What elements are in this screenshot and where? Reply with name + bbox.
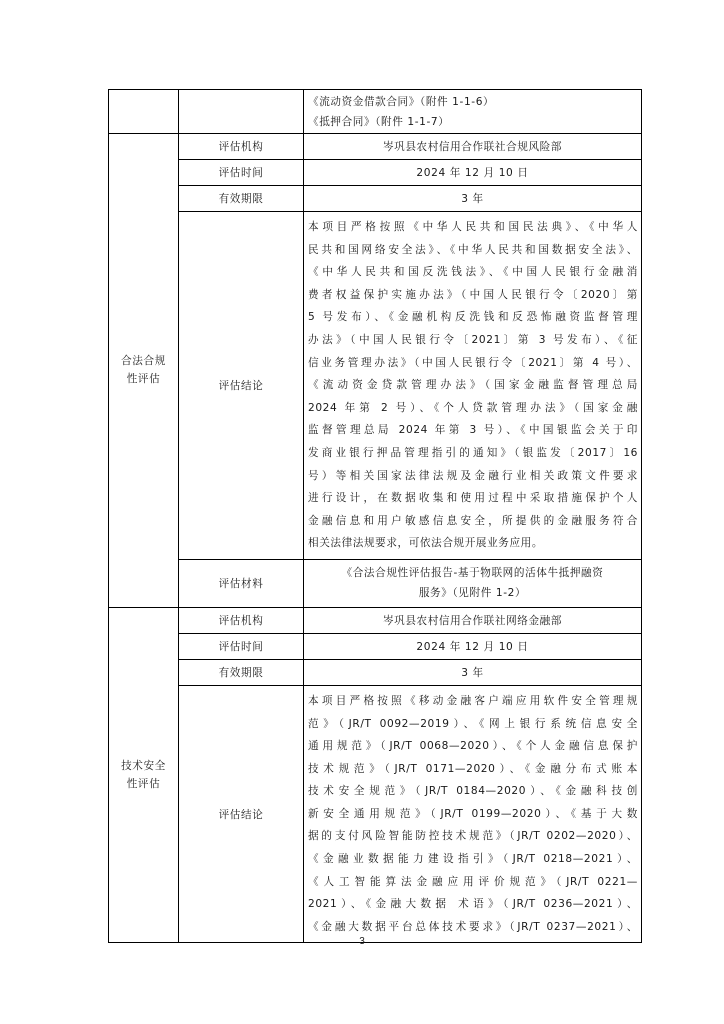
- table-row: [109, 633, 642, 659]
- text-line: 《合法合规性评估报告-基于物联网的活体牛抵押融资: [341, 567, 604, 580]
- empty-cell: [179, 90, 304, 134]
- row-value: 2024 年 12 月 10 日: [304, 633, 642, 659]
- row-value: 岑巩县农村信用合作联社网络金融部: [304, 607, 642, 633]
- table-row: [109, 559, 642, 607]
- row-label: 有效期限: [179, 659, 304, 685]
- text-line: 《流动资金贷款管理办法》（国家金融监督管理总局: [308, 379, 638, 392]
- text-line: 《金融大数据平台总体技术要求》（JR/T 0237—2021）、: [308, 920, 638, 933]
- attachment-line: 《抵押合同》（附件 1-1-7）: [308, 115, 450, 128]
- page-number: 3: [359, 936, 365, 947]
- table-row: [109, 186, 642, 212]
- text-line: 通用规范》（JR/T 0068—2020）、《个人金融信息保护: [308, 740, 638, 753]
- evaluation-table: [108, 89, 642, 943]
- table-row: [109, 90, 642, 134]
- row-label: 有效期限: [179, 186, 304, 212]
- row-label: 评估材料: [179, 559, 304, 607]
- text-line: 发商业银行押品管理指引的通知》（银监发〔2017〕16: [308, 446, 638, 459]
- row-label: 评估时间: [179, 633, 304, 659]
- text-line: 本项目严格按照《移动金融客户端应用软件安全管理规: [308, 694, 638, 707]
- table-row: [109, 685, 642, 943]
- attachment-line: 《流动资金借款合同》（附件 1-1-6）: [308, 95, 495, 108]
- text-line: 技术规范》（JR/T 0171—2020）、《金融分布式账本: [308, 762, 638, 775]
- conclusion-text: [304, 685, 642, 943]
- row-label: 评估结论: [179, 212, 304, 560]
- category-label: 合法合规: [121, 355, 166, 368]
- text-line: 《中华人民共和国反洗钱法》、《中国人民银行金融消: [308, 266, 638, 279]
- row-value: 岑巩县农村信用合作联社合规风险部: [304, 134, 642, 160]
- empty-cell: [109, 90, 179, 134]
- text-line: 《金融业数据能力建设指引》（JR/T 0218—2021）、: [308, 853, 638, 866]
- attachment-list: [304, 90, 642, 134]
- text-line: 2024 年第 2 号）、《个人贷款管理办法》（国家金融: [308, 401, 638, 414]
- material-text: [304, 559, 642, 607]
- category-label: 技术安全: [121, 760, 166, 773]
- row-label: 评估机构: [179, 607, 304, 633]
- row-value: 2024 年 12 月 10 日: [304, 160, 642, 186]
- text-line: 费者权益保护实施办法》（中国人民银行令〔2020〕第: [308, 288, 638, 301]
- text-line: 5 号发布）、《金融机构反洗钱和反恐怖融资监督管理: [308, 311, 638, 324]
- text-line: 进行设计，在数据收集和使用过程中采取措施保护个人: [308, 492, 638, 505]
- row-label: 评估时间: [179, 160, 304, 186]
- row-value: 3 年: [304, 659, 642, 685]
- row-label: 评估结论: [179, 685, 304, 943]
- table-row: [109, 659, 642, 685]
- text-line: 新安全通用规范》（JR/T 0199—2020）、《基于大数: [308, 807, 638, 820]
- table-row: [109, 134, 642, 160]
- text-line: 号）等相关国家法律法规及金融行业相关政策文件要求: [308, 469, 638, 482]
- category-cell-legal: [109, 134, 179, 608]
- conclusion-text: [304, 212, 642, 560]
- category-label: 性评估: [126, 373, 161, 386]
- text-line: 2021）、《金融大数据 术语》（JR/T 0236—2021）、: [308, 898, 638, 911]
- category-label: 性评估: [126, 778, 161, 791]
- text-line: 服务》（见附件 1-2）: [418, 587, 527, 600]
- text-line: 本项目严格按照《中华人民共和国民法典》、《中华人: [308, 221, 638, 233]
- text-line: 金融信息和用户敏感信息安全，所提供的金融服务符合: [308, 514, 638, 527]
- row-label: 评估机构: [179, 134, 304, 160]
- text-line: 据的支付风险智能防控技术规范》（JR/T 0202—2020）、: [308, 830, 638, 843]
- text-line: 信业务管理办法》（中国人民银行令〔2021〕第 4 号）、: [308, 356, 638, 369]
- text-line: 范》（JR/T 0092—2019）、《网上银行系统信息安全: [308, 717, 638, 730]
- text-line: 《人工智能算法金融应用评价规范》（JR/T 0221—: [308, 875, 638, 888]
- text-line: 监督管理总局 2024 年第 3 号）、《中国银监会关于印: [308, 424, 638, 437]
- table-row: [109, 212, 642, 560]
- table-row: [109, 607, 642, 633]
- row-value: 3 年: [304, 186, 642, 212]
- category-cell-tech: [109, 607, 179, 943]
- text-line: 民共和国网络安全法》、《中华人民共和国数据安全法》、: [308, 243, 638, 256]
- text-line: 办法》（中国人民银行令〔2021〕第 3 号发布）、《征: [308, 333, 638, 346]
- text-line: 技术安全规范》（JR/T 0184—2020）、《金融科技创: [308, 785, 638, 798]
- table-row: [109, 160, 642, 186]
- text-line: 相关法律法规要求，可依法合规开展业务应用。: [308, 537, 544, 550]
